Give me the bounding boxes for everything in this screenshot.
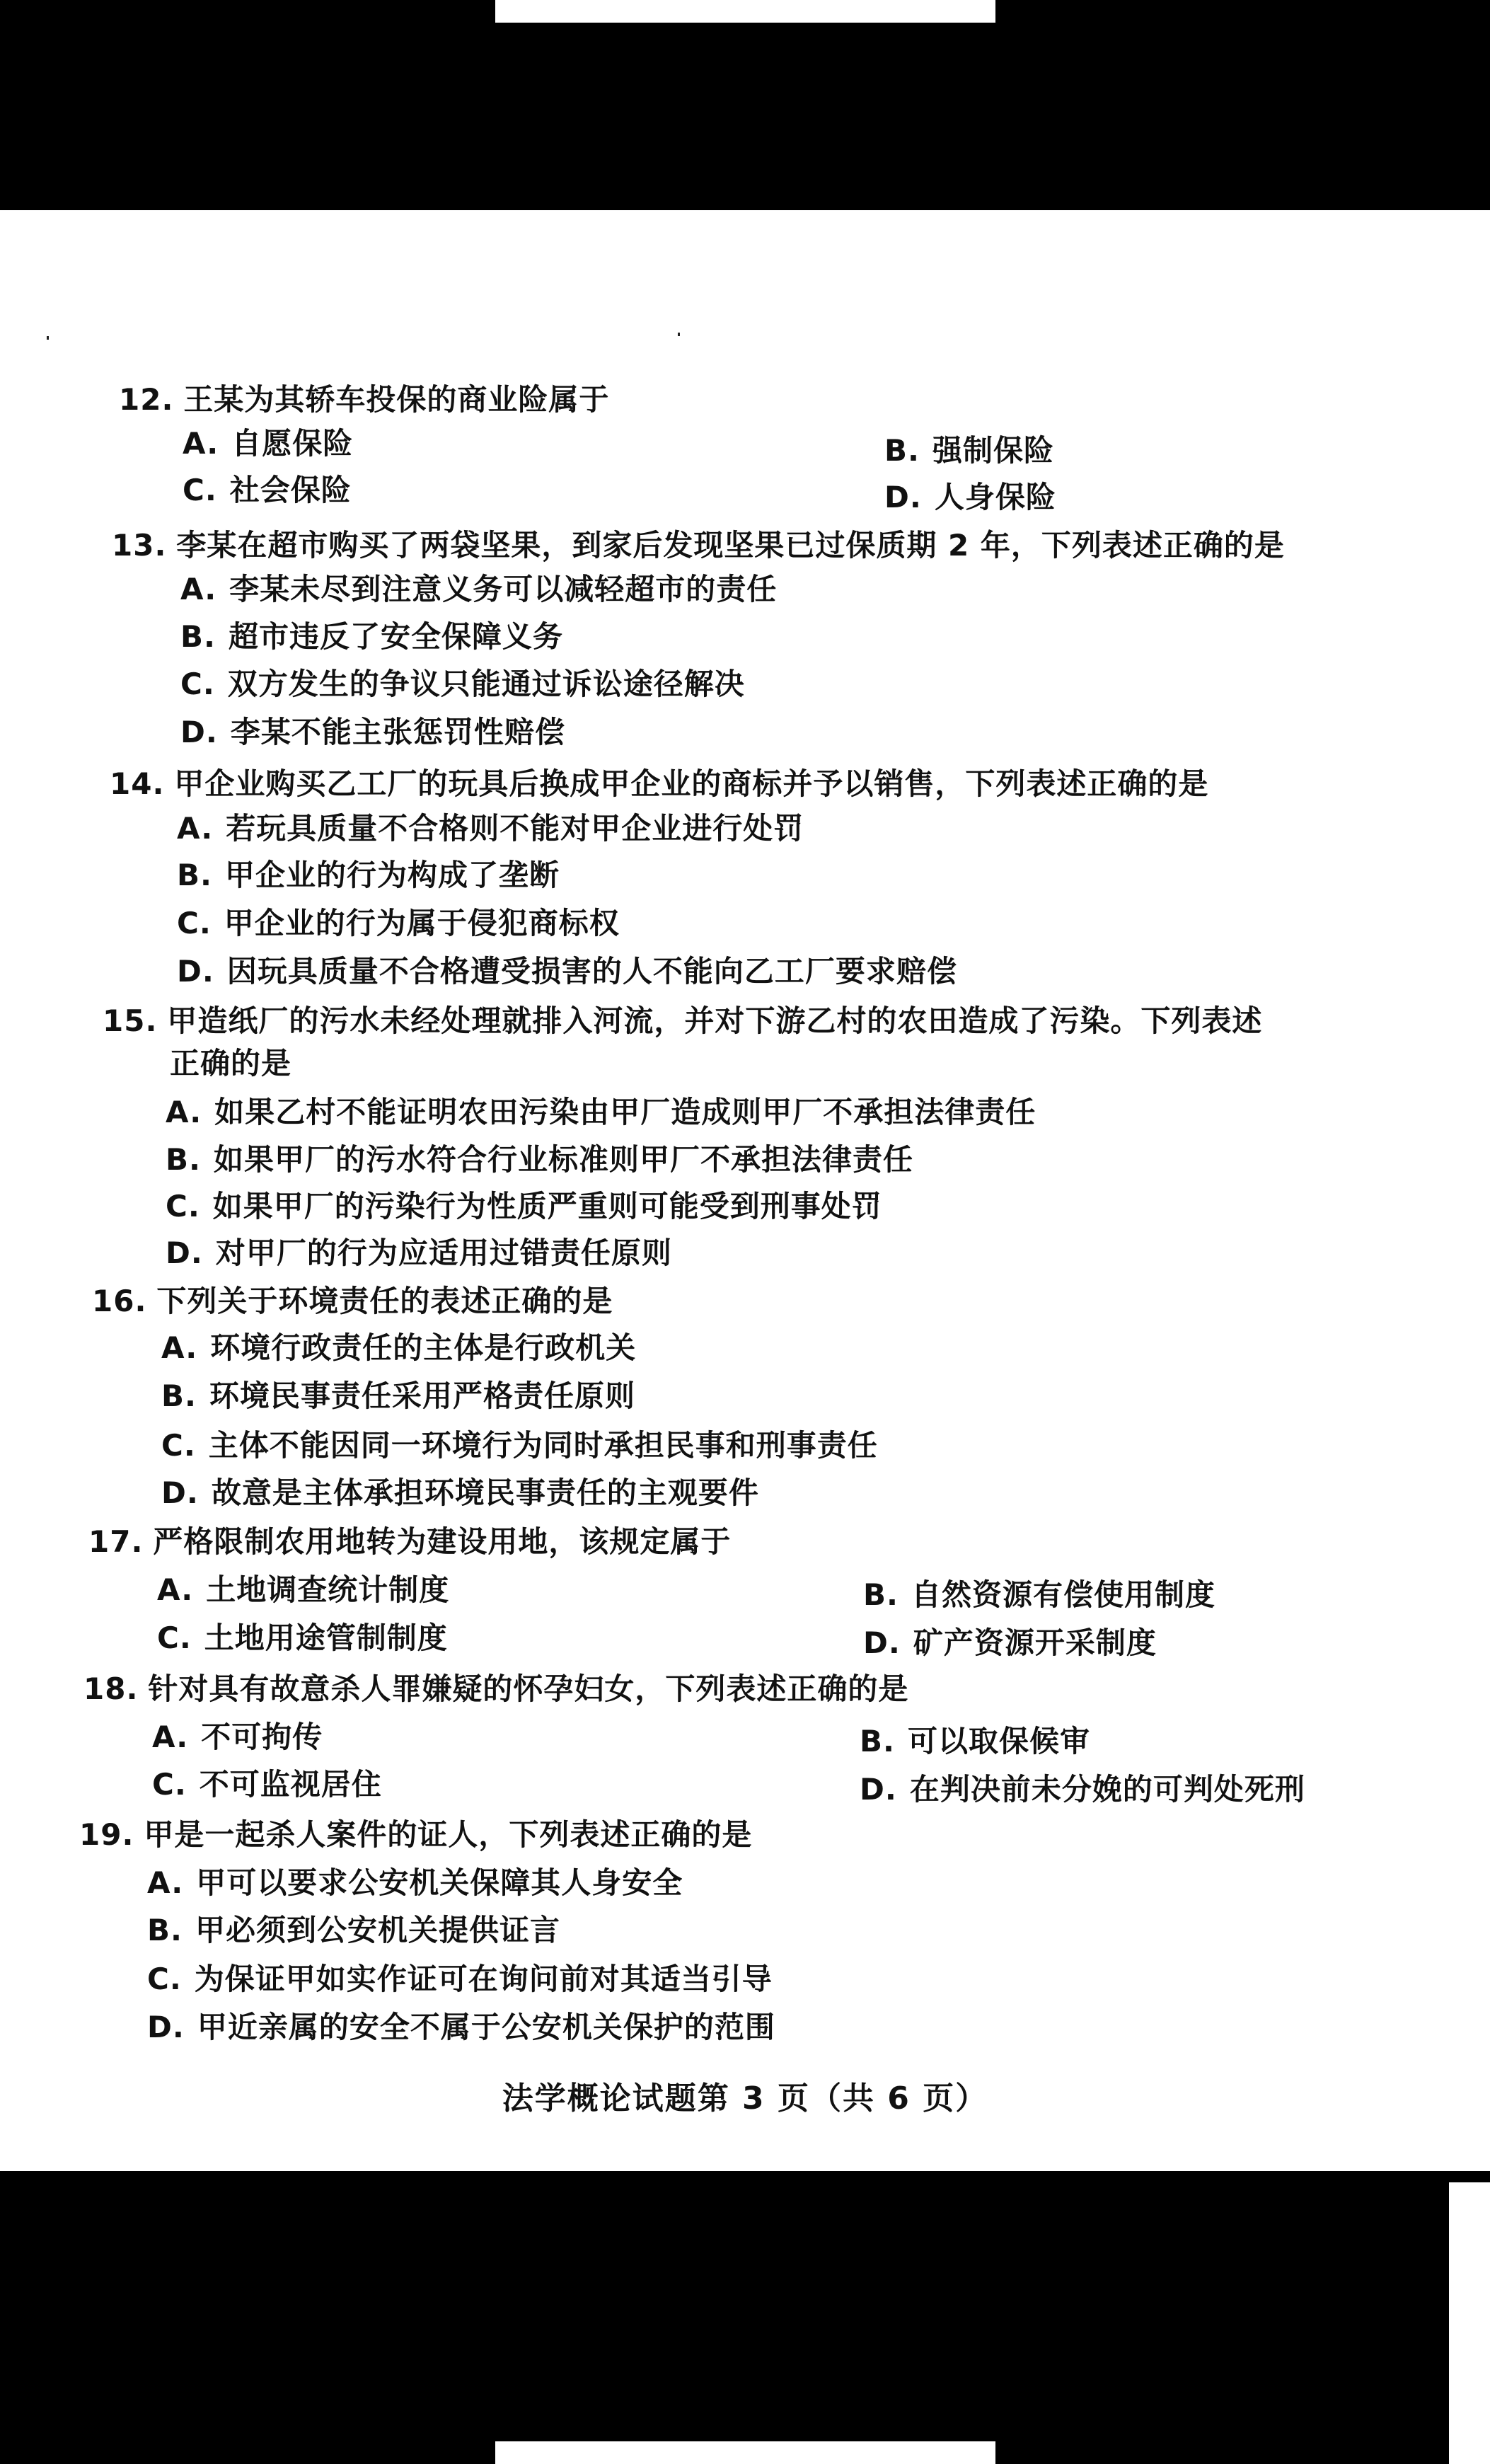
option-letter: D.: [884, 480, 922, 514]
option-text: 社会保险: [229, 473, 352, 507]
page-footer: 法学概论试题第 3 页（共 6 页）: [502, 2080, 988, 2117]
option-text: 矿产资源开采制度: [913, 1625, 1157, 1660]
question-19-option-a[interactable]: [147, 1865, 683, 1901]
question-stem-text: 李某在超市购买了两袋坚果，到家后发现坚果已过保质期 2 年，下列表述正确的是: [176, 528, 1285, 563]
question-14-option-c[interactable]: [177, 906, 620, 941]
question-15-option-d[interactable]: [166, 1236, 672, 1271]
option-letter: A.: [157, 1572, 194, 1607]
question-15-stem: [103, 1003, 1262, 1039]
option-text: 不可拘传: [201, 1720, 323, 1754]
option-letter: B.: [180, 619, 216, 654]
option-text: 主体不能因同一环境行为同时承担民事和刑事责任: [208, 1428, 878, 1463]
question-17-option-d[interactable]: [863, 1625, 1157, 1661]
option-letter: B.: [884, 433, 920, 468]
option-text: 环境民事责任采用严格责任原则: [209, 1378, 635, 1413]
question-18-option-d[interactable]: [860, 1772, 1305, 1807]
question-13-option-c[interactable]: [180, 667, 745, 702]
option-text: 可以取保候审: [907, 1724, 1090, 1758]
option-text: 自然资源有偿使用制度: [911, 1577, 1215, 1612]
option-letter: D.: [177, 954, 214, 989]
option-letter: B.: [177, 858, 212, 892]
option-letter: B.: [860, 1724, 895, 1758]
question-12-option-a[interactable]: [183, 426, 353, 461]
option-letter: A.: [152, 1720, 189, 1754]
option-text: 人身保险: [934, 480, 1056, 514]
question-stem-text: 甲企业购买乙工厂的玩具后换成甲企业的商标并予以销售，下列表述正确的是: [174, 766, 1209, 801]
option-text: 在判决前未分娩的可判处死刑: [909, 1772, 1305, 1807]
question-19-option-d[interactable]: [147, 2010, 775, 2045]
option-text: 如果乙村不能证明农田污染由甲厂造成则甲厂不承担法律责任: [214, 1095, 1036, 1129]
question-14-option-a[interactable]: [177, 811, 804, 846]
question-stem-text: 甲是一起杀人案件的证人，下列表述正确的是: [144, 1817, 753, 1852]
option-letter: A.: [180, 572, 217, 606]
question-number: 16.: [92, 1284, 147, 1318]
option-text: 为保证甲如实作证可在询问前对其适当引导: [194, 1962, 773, 1996]
option-text: 甲可以要求公安机关保障其人身安全: [196, 1865, 683, 1900]
question-number: 17.: [88, 1524, 144, 1559]
question-12-stem: [119, 382, 609, 418]
question-14-option-d[interactable]: [177, 954, 957, 989]
option-text: 甲必须到公安机关提供证言: [195, 1913, 560, 1947]
question-16-option-c[interactable]: [161, 1428, 878, 1463]
question-stem-text: 严格限制农用地转为建设用地，该规定属于: [153, 1524, 732, 1559]
option-letter: A.: [183, 426, 219, 461]
question-18-option-a[interactable]: [152, 1720, 323, 1755]
option-letter: C.: [147, 1962, 182, 1996]
question-19-option-b[interactable]: [147, 1913, 560, 1948]
question-17-option-a[interactable]: [157, 1572, 449, 1608]
option-text: 自愿保险: [231, 426, 354, 461]
option-text: 因玩具质量不合格遭受损害的人不能向乙工厂要求赔偿: [226, 954, 957, 989]
option-text: 土地用途管制制度: [204, 1620, 448, 1655]
question-12-option-d[interactable]: [884, 480, 1056, 515]
option-letter: A.: [177, 811, 214, 846]
option-letter: D.: [161, 1475, 199, 1510]
question-stem-text: 王某为其轿车投保的商业险属于: [183, 382, 610, 417]
option-letter: C.: [166, 1189, 200, 1224]
option-text: 对甲厂的行为应适用过错责任原则: [215, 1236, 672, 1270]
question-stem-text: 针对具有故意杀人罪嫌疑的怀孕妇女，下列表述正确的是: [148, 1671, 909, 1706]
option-text: 故意是主体承担环境民事责任的主观要件: [211, 1475, 759, 1510]
question-18-option-b[interactable]: [860, 1724, 1090, 1759]
question-14-option-b[interactable]: [177, 858, 560, 893]
question-stem-text: 正确的是: [170, 1046, 292, 1081]
question-16-option-b[interactable]: [161, 1378, 635, 1414]
option-letter: D.: [863, 1625, 901, 1660]
scan-speck: [678, 333, 680, 336]
question-16-stem: [92, 1284, 613, 1319]
question-13-stem: [112, 528, 1285, 563]
option-text: 土地调查统计制度: [206, 1572, 450, 1607]
option-text: 如果甲厂的污水符合行业标准则甲厂不承担法律责任: [213, 1142, 913, 1177]
option-letter: B.: [166, 1142, 201, 1177]
question-number: 19.: [79, 1817, 134, 1852]
option-text: 如果甲厂的污染行为性质严重则可能受到刑事处罚: [212, 1189, 882, 1224]
option-text: 双方发生的争议只能通过诉讼途径解决: [227, 667, 745, 701]
question-18-option-c[interactable]: [152, 1767, 382, 1802]
question-18-stem: [83, 1671, 908, 1707]
question-15-option-c[interactable]: [166, 1189, 882, 1224]
option-text: 强制保险: [932, 433, 1054, 468]
option-letter: C.: [152, 1767, 187, 1802]
option-letter: C.: [157, 1620, 192, 1655]
option-letter: C.: [177, 906, 212, 940]
scan-bottom-white-tab: [495, 2441, 995, 2464]
option-letter: D.: [147, 2010, 185, 2044]
option-letter: C.: [183, 473, 217, 507]
question-14-stem: [110, 766, 1208, 802]
question-19-stem: [79, 1817, 752, 1853]
scan-top-white-tab: [495, 0, 995, 23]
scan-speck: [47, 336, 49, 340]
question-stem-text: 甲造纸厂的污水未经处理就排入河流，并对下游乙村的农田造成了污染。下列表述: [167, 1003, 1263, 1038]
question-15-stem-continued: [170, 1046, 291, 1081]
question-12-option-c[interactable]: [183, 473, 352, 508]
option-text: 不可监视居住: [199, 1767, 382, 1802]
option-text: 李某不能主张惩罚性赔偿: [230, 715, 565, 749]
question-15-option-a[interactable]: [166, 1095, 1036, 1130]
option-letter: A.: [161, 1330, 198, 1365]
question-17-option-b[interactable]: [863, 1577, 1215, 1613]
option-text: 李某未尽到注意义务可以减轻超市的责任: [229, 572, 778, 606]
question-13-option-b[interactable]: [180, 619, 563, 655]
question-number: 13.: [112, 528, 167, 563]
option-text: 甲近亲属的安全不属于公安机关保护的范围: [197, 2010, 775, 2044]
question-stem-text: 下列关于环境责任的表述正确的是: [156, 1284, 613, 1318]
scan-right-white-strip: [1449, 2182, 1490, 2464]
question-17-option-c[interactable]: [157, 1620, 448, 1656]
option-letter: C.: [161, 1428, 196, 1463]
question-16-option-a[interactable]: [161, 1330, 636, 1366]
option-letter: B.: [161, 1378, 197, 1413]
question-number: 18.: [83, 1671, 139, 1706]
question-15-option-b[interactable]: [166, 1142, 913, 1178]
question-17-stem: [88, 1524, 731, 1560]
option-text: 甲企业的行为构成了垄断: [224, 858, 560, 892]
question-19-option-c[interactable]: [147, 1962, 773, 1997]
option-letter: D.: [860, 1772, 897, 1807]
option-text: 甲企业的行为属于侵犯商标权: [224, 906, 620, 940]
question-13-option-d[interactable]: [180, 715, 565, 750]
option-letter: C.: [180, 667, 215, 701]
option-text: 环境行政责任的主体是行政机关: [210, 1330, 637, 1365]
option-letter: B.: [863, 1577, 899, 1612]
option-letter: A.: [166, 1095, 202, 1129]
question-number: 14.: [110, 766, 165, 801]
question-13-option-a[interactable]: [180, 572, 777, 607]
option-text: 超市违反了安全保障义务: [228, 619, 563, 654]
option-letter: D.: [166, 1236, 203, 1270]
question-12-option-b[interactable]: [884, 433, 1054, 468]
question-number: 12.: [119, 382, 174, 417]
question-number: 15.: [103, 1003, 158, 1038]
option-letter: B.: [147, 1913, 183, 1947]
option-letter: A.: [147, 1865, 184, 1900]
question-16-option-d[interactable]: [161, 1475, 759, 1511]
option-text: 若玩具质量不合格则不能对甲企业进行处罚: [226, 811, 804, 846]
option-letter: D.: [180, 715, 218, 749]
